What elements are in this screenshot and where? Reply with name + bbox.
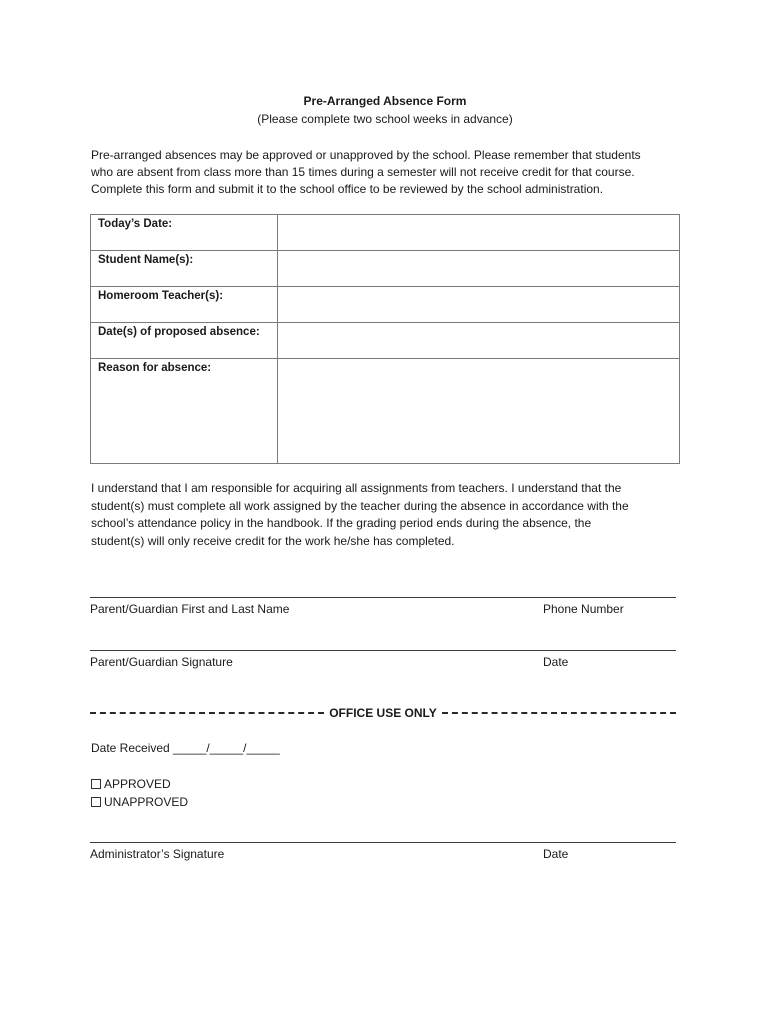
acknowledgement-paragraph <box>91 480 681 550</box>
admin-signature-line[interactable] <box>90 842 676 843</box>
intro-line: Pre-arranged absences may be approved or unapproved by the school. Please remember that students <box>91 148 641 162</box>
form-subtitle: (Please complete two school weeks in advance) <box>257 112 513 126</box>
proposed-absence-dates-field[interactable] <box>278 323 680 359</box>
unapproved-checkbox[interactable] <box>91 797 101 807</box>
table-row <box>91 323 680 359</box>
parent-signature-line[interactable] <box>90 650 676 651</box>
ack-line: I understand that I am responsible for acquiring all assignments from teachers. I understand that the <box>91 481 622 495</box>
approved-checkbox[interactable] <box>91 779 101 789</box>
absence-reason-label: Reason for absence: <box>91 359 278 464</box>
intro-paragraph <box>91 147 681 198</box>
proposed-absence-dates-label: Date(s) of proposed absence: <box>91 323 278 359</box>
homeroom-teacher-field[interactable] <box>278 287 680 323</box>
table-row <box>91 251 680 287</box>
admin-date-label: Date <box>543 847 569 861</box>
table-row <box>91 359 680 464</box>
intro-line: Complete this form and submit it to the school office to be reviewed by the school administration. <box>91 182 604 196</box>
absence-reason-field[interactable] <box>278 359 680 464</box>
date-received-field[interactable]: Date Received _____/_____/_____ <box>91 741 280 755</box>
dashed-rule <box>442 712 676 714</box>
homeroom-teacher-label: Homeroom Teacher(s): <box>91 287 278 323</box>
intro-line: who are absent from class more than 15 times during a semester will not receive credit for that course. <box>91 165 635 179</box>
parent-name-line[interactable] <box>90 597 676 598</box>
approved-option[interactable] <box>91 777 171 791</box>
admin-signature-label: Administrator’s Signature <box>90 847 225 861</box>
table-row <box>91 287 680 323</box>
student-names-label: Student Name(s): <box>91 251 278 287</box>
dashed-rule <box>90 712 324 714</box>
office-use-divider <box>90 706 676 720</box>
unapproved-label: UNAPPROVED <box>104 795 189 809</box>
ack-line: school’s attendance policy in the handbook. If the grading period ends during the absence, the <box>91 516 592 530</box>
parent-date-label: Date <box>543 655 569 669</box>
form-title: Pre-Arranged Absence Form <box>303 94 467 108</box>
todays-date-field[interactable] <box>278 215 680 251</box>
ack-line: student(s) will only receive credit for the work he/she has completed. <box>91 533 455 548</box>
absence-details-table <box>90 214 680 464</box>
approved-label: APPROVED <box>104 777 171 791</box>
student-names-field[interactable] <box>278 251 680 287</box>
parent-signature-label: Parent/Guardian Signature <box>90 655 233 669</box>
table-row <box>91 215 680 251</box>
ack-line: student(s) must complete all work assigned by the teacher during the absence in accordance with the <box>91 498 629 513</box>
office-use-heading: OFFICE USE ONLY <box>329 706 437 720</box>
phone-number-label: Phone Number <box>543 602 624 616</box>
unapproved-option[interactable] <box>91 795 188 809</box>
todays-date-label: Today’s Date: <box>91 215 278 251</box>
parent-name-label: Parent/Guardian First and Last Name <box>90 602 290 616</box>
